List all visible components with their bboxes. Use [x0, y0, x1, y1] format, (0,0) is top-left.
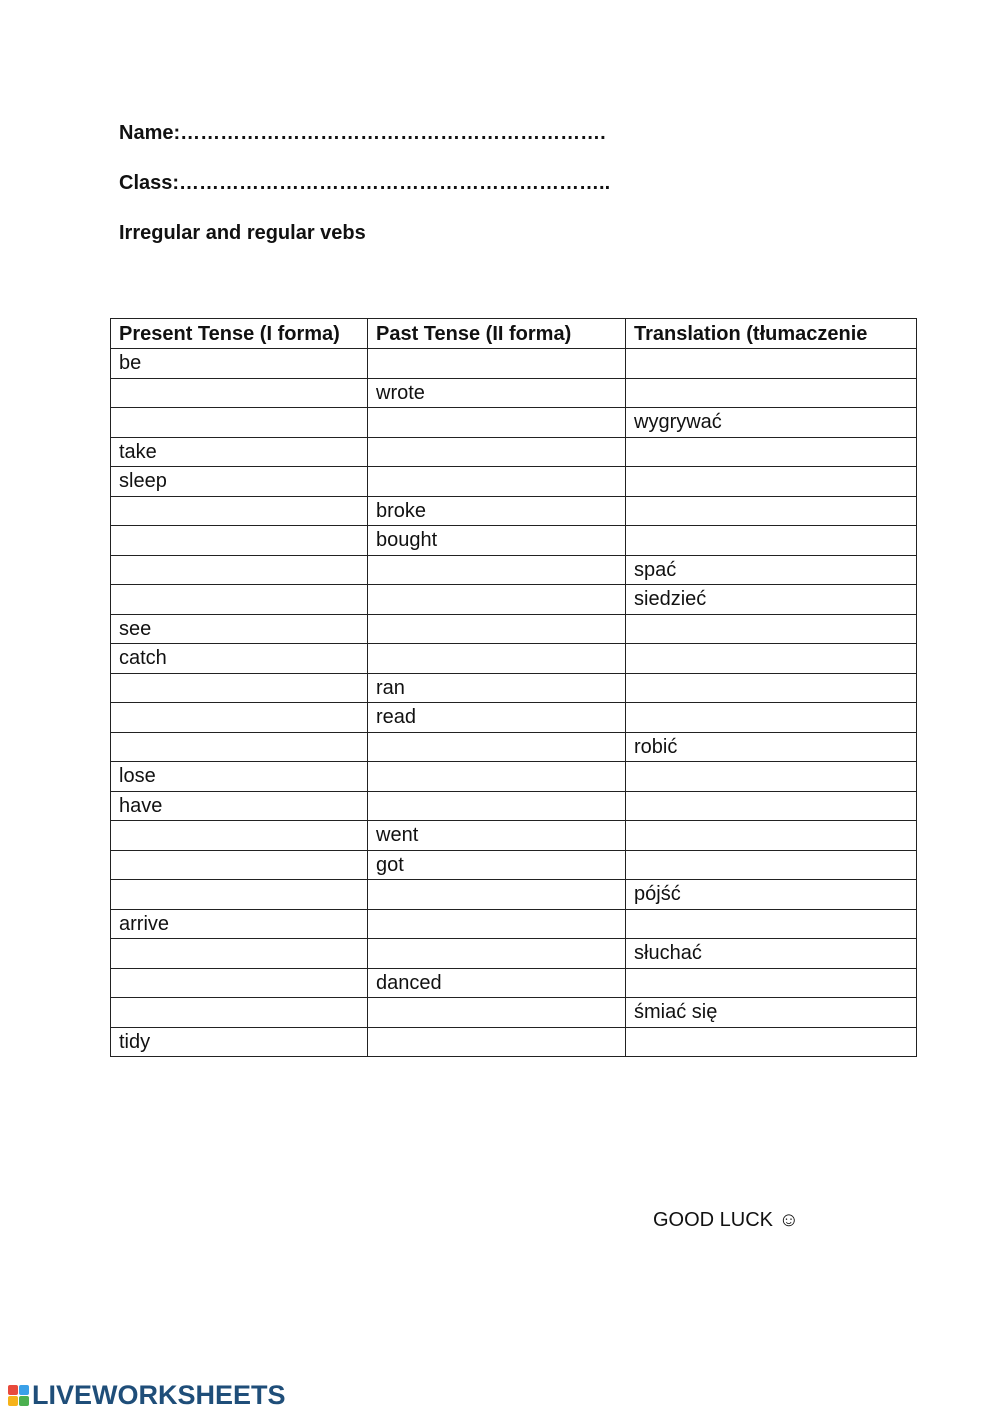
cell-past-tense: danced [368, 968, 626, 998]
table-row [111, 526, 917, 556]
column-header-present-tense: Present Tense (I forma) [111, 319, 368, 349]
cell-translation[interactable] [626, 614, 917, 644]
cell-translation[interactable] [626, 909, 917, 939]
cell-present-tense[interactable] [111, 673, 368, 703]
good-luck-message: GOOD LUCK ☺ [653, 1209, 799, 1231]
cell-translation[interactable] [626, 349, 917, 379]
cell-translation[interactable] [626, 467, 917, 497]
cell-present-tense: catch [111, 644, 368, 674]
column-header-translation: Translation (tłumaczenie [626, 319, 917, 349]
cell-past-tense[interactable] [368, 614, 626, 644]
cell-past-tense[interactable] [368, 939, 626, 969]
cell-translation[interactable] [626, 791, 917, 821]
cell-present-tense[interactable] [111, 939, 368, 969]
cell-past-tense[interactable] [368, 437, 626, 467]
logo-square [8, 1396, 18, 1406]
cell-past-tense: went [368, 821, 626, 851]
cell-present-tense[interactable] [111, 850, 368, 880]
table-row [111, 909, 917, 939]
cell-present-tense: be [111, 349, 368, 379]
cell-translation: siedzieć [626, 585, 917, 615]
liveworksheets-logo[interactable] [8, 1380, 286, 1410]
cell-past-tense[interactable] [368, 998, 626, 1028]
logo-text: LIVEWORKSHEETS [32, 1380, 286, 1410]
cell-translation[interactable] [626, 968, 917, 998]
cell-present-tense[interactable] [111, 378, 368, 408]
table-header-row [111, 319, 917, 349]
cell-past-tense[interactable] [368, 791, 626, 821]
table-row [111, 880, 917, 910]
cell-translation[interactable] [626, 850, 917, 880]
table-row [111, 585, 917, 615]
cell-translation[interactable] [626, 703, 917, 733]
cell-translation[interactable] [626, 673, 917, 703]
table-row [111, 850, 917, 880]
cell-translation[interactable] [626, 1027, 917, 1057]
table-row [111, 467, 917, 497]
cell-translation[interactable] [626, 437, 917, 467]
cell-present-tense: sleep [111, 467, 368, 497]
table-row [111, 437, 917, 467]
table-row [111, 821, 917, 851]
cell-present-tense[interactable] [111, 880, 368, 910]
table-row [111, 673, 917, 703]
cell-present-tense[interactable] [111, 732, 368, 762]
worksheet-title: Irregular and regular vebs [119, 222, 366, 244]
cell-past-tense[interactable] [368, 349, 626, 379]
cell-present-tense[interactable] [111, 703, 368, 733]
cell-translation[interactable] [626, 762, 917, 792]
cell-past-tense: wrote [368, 378, 626, 408]
logo-square [8, 1385, 18, 1395]
cell-present-tense[interactable] [111, 821, 368, 851]
cell-translation[interactable] [626, 496, 917, 526]
cell-present-tense[interactable] [111, 555, 368, 585]
cell-translation: wygrywać [626, 408, 917, 438]
table-row [111, 349, 917, 379]
cell-translation: spać [626, 555, 917, 585]
cell-past-tense: bought [368, 526, 626, 556]
table-row [111, 732, 917, 762]
cell-present-tense: tidy [111, 1027, 368, 1057]
table-row [111, 703, 917, 733]
cell-past-tense[interactable] [368, 1027, 626, 1057]
verbs-table [110, 318, 917, 1057]
cell-past-tense[interactable] [368, 909, 626, 939]
cell-translation[interactable] [626, 821, 917, 851]
cell-present-tense: see [111, 614, 368, 644]
cell-present-tense[interactable] [111, 585, 368, 615]
table-row [111, 762, 917, 792]
logo-squares-icon [8, 1385, 29, 1406]
cell-past-tense: broke [368, 496, 626, 526]
cell-translation: śmiać się [626, 998, 917, 1028]
cell-present-tense[interactable] [111, 998, 368, 1028]
cell-past-tense[interactable] [368, 467, 626, 497]
cell-past-tense: read [368, 703, 626, 733]
cell-past-tense[interactable] [368, 880, 626, 910]
logo-square [19, 1385, 29, 1395]
cell-present-tense: lose [111, 762, 368, 792]
table-row [111, 555, 917, 585]
cell-translation[interactable] [626, 644, 917, 674]
cell-past-tense[interactable] [368, 644, 626, 674]
cell-present-tense[interactable] [111, 408, 368, 438]
cell-translation: robić [626, 732, 917, 762]
cell-past-tense[interactable] [368, 585, 626, 615]
verbs-table-body [111, 349, 917, 1057]
logo-square [19, 1396, 29, 1406]
cell-past-tense[interactable] [368, 762, 626, 792]
class-field-line: Class:……………………………………………………….. [119, 172, 611, 194]
cell-past-tense[interactable] [368, 408, 626, 438]
cell-present-tense[interactable] [111, 968, 368, 998]
table-row [111, 378, 917, 408]
cell-present-tense: arrive [111, 909, 368, 939]
table-row [111, 939, 917, 969]
cell-past-tense: ran [368, 673, 626, 703]
cell-present-tense[interactable] [111, 526, 368, 556]
cell-translation: pójść [626, 880, 917, 910]
table-row [111, 496, 917, 526]
cell-past-tense[interactable] [368, 732, 626, 762]
cell-present-tense: have [111, 791, 368, 821]
table-row [111, 408, 917, 438]
cell-translation[interactable] [626, 526, 917, 556]
cell-present-tense: take [111, 437, 368, 467]
cell-translation[interactable] [626, 378, 917, 408]
table-row [111, 614, 917, 644]
name-field-line: Name:………………………………………………………. [119, 122, 606, 144]
table-row [111, 644, 917, 674]
cell-translation: słuchać [626, 939, 917, 969]
cell-past-tense[interactable] [368, 555, 626, 585]
table-row [111, 998, 917, 1028]
table-row [111, 1027, 917, 1057]
table-row [111, 968, 917, 998]
cell-present-tense[interactable] [111, 496, 368, 526]
cell-past-tense: got [368, 850, 626, 880]
table-row [111, 791, 917, 821]
column-header-past-tense: Past Tense (II forma) [368, 319, 626, 349]
